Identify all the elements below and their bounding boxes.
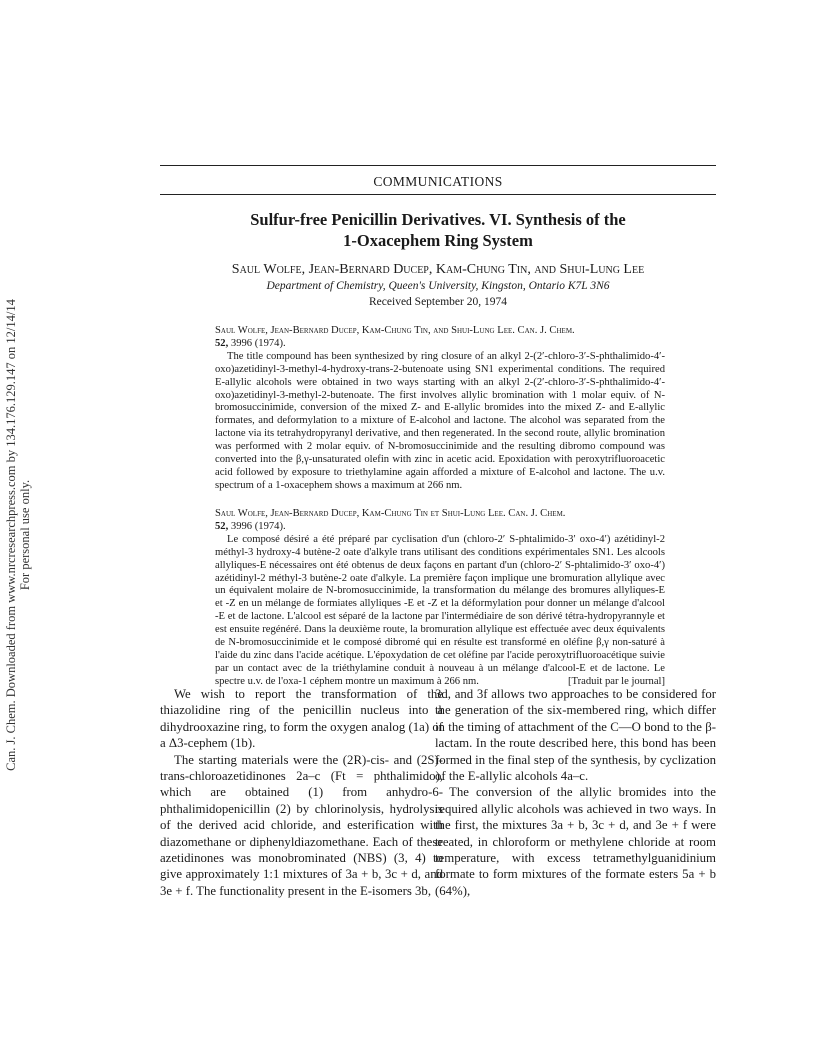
body-paragraph: 3d, and 3f allows two approaches to be considered for the generation of the six-membered ring, which differ in the timing of attachment of the C—O bond to the β-lactam. In the route described here, this bond has been formed in the final step of the synthesis, by cyclization of the E-allylic alcohols 4a–c. <box>435 687 716 784</box>
citation-pages: 3996 (1974). <box>230 520 286 532</box>
citation-volume: 52, <box>215 337 229 349</box>
download-watermark <box>4 255 40 815</box>
citation-authors: Saul Wolfe, Jean-Bernard Ducep, Kam-Chung Tin, and Shui-Lung Lee. Can. J. Chem. <box>215 325 575 336</box>
header-rule-top <box>160 165 716 166</box>
abstract-french <box>215 508 665 689</box>
title-line-2: 1-Oxacephem Ring System <box>343 231 533 250</box>
author-list: Saul Wolfe, Jean-Bernard Ducep, Kam-Chung Tin, and Shui-Lung Lee <box>231 262 645 277</box>
citation-volume: 52, <box>215 520 229 532</box>
resume-citation <box>215 508 665 534</box>
body-paragraph: The conversion of the allylic bromides into the required allylic alcohols was achieved in two ways. In the first, the mixtures 3a + b, 3c + d, and 3e + f were treated, in chloroform or methylene chloride at room temperature, with excess tetramethylguanidinium formate to form mixtures of the formate esters 5a + b (64%), <box>435 785 716 898</box>
abstract-citation <box>215 325 665 351</box>
resume-body: Le composé désiré a été préparé par cyclisation d'un (chloro-2′ S-phtalimido-3′ oxo-4′) azétidinyl-2 méthyl-3 hydroxy-4 butène-2 oate d'alkyle trans utilisant des conditions expérimentales SN1. Les alcools allyliques-E nécessaires ont été obtenus de deux façons en partant d'un (chloro-2′ S-phtalimido-3′ oxo-4′) azétidinyl-2 méthyl-3 butène-2 oate d'alkyle. La première façon implique une bromuration allylique avec un équivalent molaire de N-bromosuccinimide, la transformation du mélange des bromures allyliques-E et -Z en un mélange de formiates allyliques -E et -Z et la déformylation pour donner un mélange d'alcool -E et de lactone. L'alcool est séparé de la lactone par l'intermédiaire de son dérivé tétra-hydropyrannyle et est ensuite regénéré. Dans la deuxième route, la bromuration allylique est effectuée avec deux équivalents de N-bromosuccinimide et le composé dibromé qui en résulte est transformé en oléfine β,γ non-saturé à l'aide du zinc dans l'acide acétique. L'époxydation de cet oléfine par l'acide peroxytrifluoroacétique suivie par un contact avec de la triéthylamine conduit à nouveau à un mélange d'alcool-E et de lactone. Le spectre u.v. de l'oxa-1 céphem montre un maximum à 266 nm. <box>215 533 665 687</box>
section-header: COMMUNICATIONS <box>373 174 503 189</box>
affiliation: Department of Chemistry, Queen's University, Kingston, Ontario K7L 3N6 <box>266 280 610 292</box>
body-paragraph: We wish to report the transformation of the thiazolidine ring of the penicillin nucleus into a dihydrooxazine ring, to form the oxygen analog (1a) of a Δ3-cephem (1b). <box>160 687 443 751</box>
abstract-english <box>215 325 665 493</box>
header-rule-bottom <box>160 194 716 195</box>
body-column-right <box>435 686 716 899</box>
download-watermark-text: Can. J. Chem. Downloaded from www.nrcresearchpress.com by 134.176.129.147 on 12/14/14 For personal use only. <box>4 299 32 771</box>
body-column-left <box>160 686 443 899</box>
abstract-body: The title compound has been synthesized by ring closure of an alkyl 2-(2′-chloro-3′-S-phthalimido-4′-oxo)azetidinyl-3-methyl-4-hydroxy-trans-2-butenoate using SN1 experimental conditions. The required E-allylic alcohols were obtained in two ways starting with an alkyl 2-(2′-chloro-3′-S-phthalimido-4′-oxo)azetidinyl-3-methyl-2-butenoate. The first involves allylic bromination with 1 molar equiv. of N-bromosuccinimide, conversion of the mixed Z- and E-allylic bromides into the mixed Z- and E-allylic formates, and deformylation to a mixture of E-alcohol and lactone. The alcohol was separated from the lactone via its tetrahydropyranyl derivative, and then regenerated. In the second route, allylic bromination was performed with 2 molar equiv. of N-bromosuccinimide and the resulting dibromo compound was converted into the β,γ-unsaturated olefin with zinc in acetic acid. Epoxidation with peroxytrifluoroacetic acid followed by exposure to triethylamine again afforded a mixture of E-alcohol and lactone. The u.v. spectrum of a 1-oxacephem shows a maximum at 266 nm. <box>215 350 665 491</box>
translation-note: [Traduit par le journal] <box>568 675 665 687</box>
body-paragraph: The starting materials were the (2R)-cis- and (2S)-trans-chloroazetidinones 2a–c (Ft = phthalimido), which are obtained (1) from anhydro-6-phthalimidopenicillin (2) by chlorinolysis, hydrolysis of the derived acid chloride, and esterification with diazomethane or diphenyldiazomethane. Each of these azetidinones was monobrominated (NBS) (3, 4) to give approximately 1:1 mixtures of 3a + b, 3c + d, and 3e + f. The functionality present in the E-isomers 3b, <box>160 752 443 898</box>
citation-authors: Saul Wolfe, Jean-Bernard Ducep, Kam-Chung Tin et Shui-Lung Lee. Can. J. Chem. <box>215 508 566 519</box>
citation-pages: 3996 (1974). <box>230 337 286 349</box>
article-title <box>160 209 716 251</box>
received-date: Received September 20, 1974 <box>369 296 507 308</box>
title-line-1: Sulfur-free Penicillin Derivatives. VI. Synthesis of the <box>250 210 626 229</box>
